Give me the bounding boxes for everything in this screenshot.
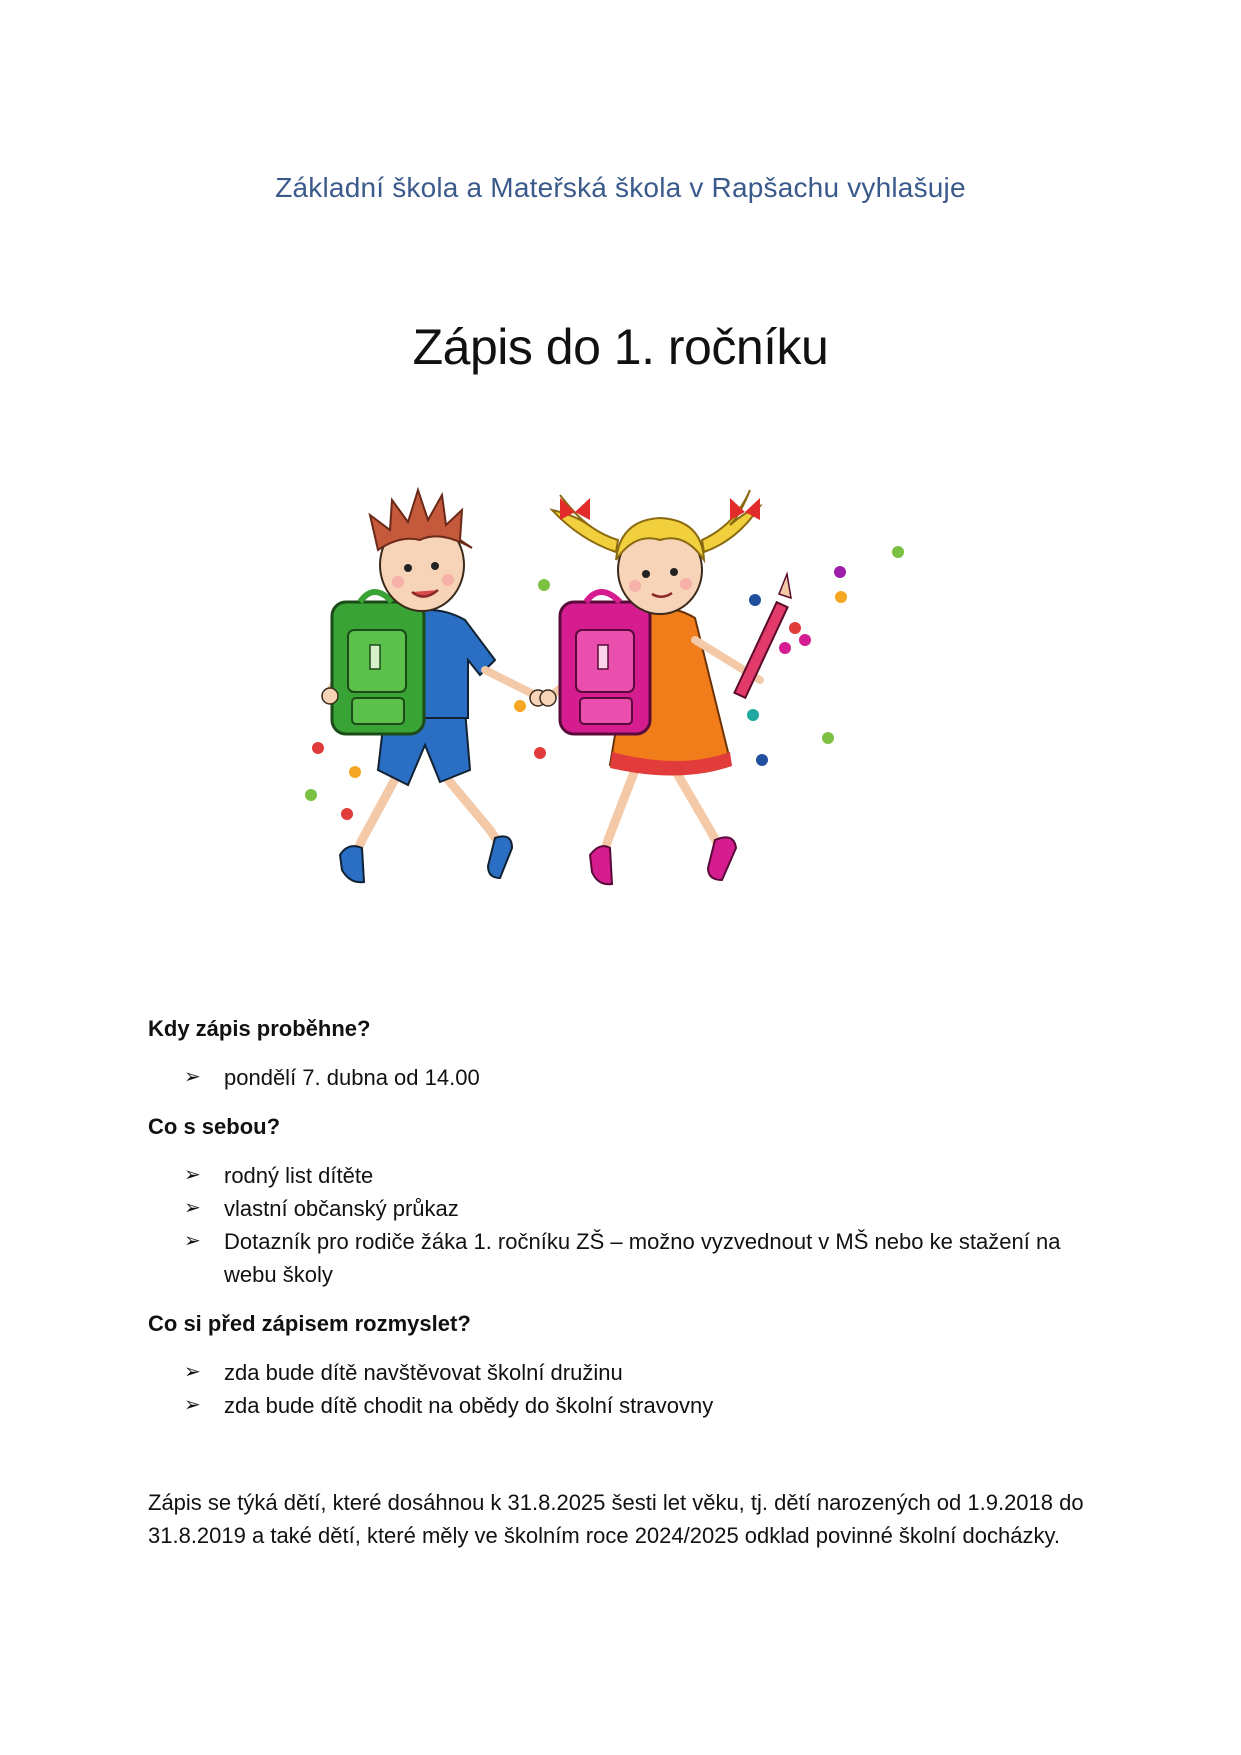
section-heading-bring: Co s sebou? (148, 1114, 281, 1139)
arrow-bullet-icon: ➢ (184, 1394, 201, 1416)
section-heading-consider: Co si před zápisem rozmyslet? (148, 1311, 471, 1336)
list-item: ➢ rodný list dítěte (224, 1159, 1098, 1192)
boy-figure (322, 490, 546, 882)
children-with-backpacks-illustration (290, 470, 950, 910)
content-section (148, 1012, 1098, 1574)
arrow-bullet-icon: ➢ (184, 1361, 201, 1383)
list-item: ➢ Dotazník pro rodiče žáka 1. ročníku ZŠ – možno vyzvednout v MŠ nebo ke stažení na webu školy (224, 1225, 1098, 1291)
arrow-bullet-icon: ➢ (184, 1197, 201, 1219)
section-heading-when: Kdy zápis proběhne? (148, 1016, 371, 1041)
list-when (148, 1061, 1098, 1094)
eligibility-note: Zápis se týká dětí, které dosáhnou k 31.8.2025 šesti let věku, tj. dětí narozených od 1.9.2018 do 31.8.2019 a také dětí, které měly ve školním roce 2024/2025 odklad povinné školní docházky. (148, 1490, 1084, 1548)
arrow-bullet-icon: ➢ (184, 1164, 201, 1186)
list-item: ➢ pondělí 7. dubna od 14.00 (224, 1061, 1098, 1094)
list-item: ➢ zda bude dítě navštěvovat školní družinu (224, 1356, 1098, 1389)
arrow-bullet-icon: ➢ (184, 1230, 201, 1252)
list-consider (148, 1356, 1098, 1422)
girl-figure (540, 490, 791, 884)
list-item: ➢ vlastní občanský průkaz (224, 1192, 1098, 1225)
list-item: ➢ zda bude dítě chodit na obědy do školní stravovny (224, 1389, 1098, 1422)
arrow-bullet-icon: ➢ (184, 1066, 201, 1088)
school-announcement-line: Základní škola a Mateřská škola v Rapšachu vyhlašuje (275, 172, 966, 203)
list-bring (148, 1159, 1098, 1291)
page-title: Zápis do 1. ročníku (412, 319, 829, 375)
